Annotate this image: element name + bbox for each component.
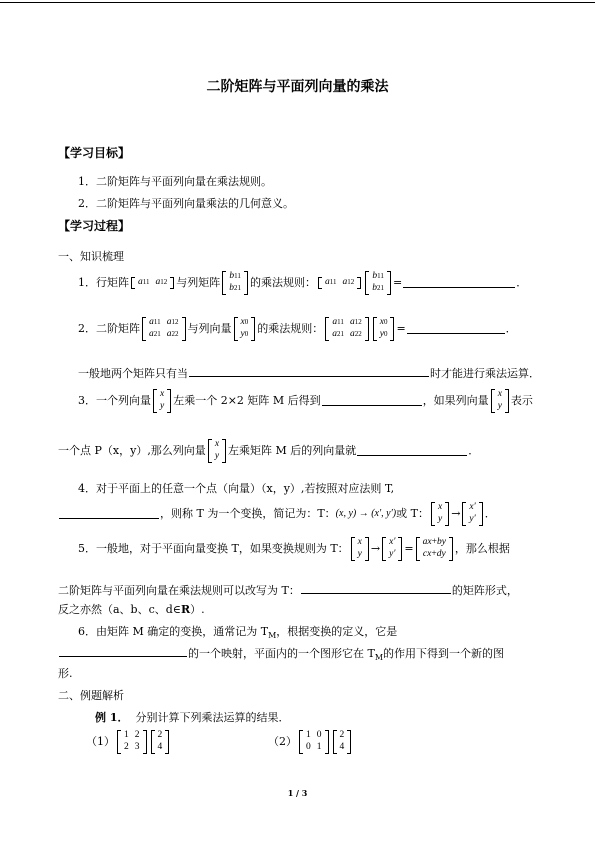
q1-text-c: 的乘法规则：: [250, 276, 316, 290]
answer-blank[interactable]: [322, 395, 422, 406]
column-matrix-b: b11 b21: [222, 271, 248, 295]
multiplication-condition-note: [78, 366, 540, 379]
q3-text-c: ，如果列向量: [422, 394, 489, 408]
linear-transform-vector: ax+by cx+dy: [416, 537, 453, 561]
q4-text-c: 或 T：: [396, 507, 429, 521]
q4-end: ．: [484, 507, 496, 521]
example-1-label: 例 1．: [95, 711, 129, 724]
second-order-matrix-repeat: a11 a12 a21 a22: [325, 317, 369, 341]
question-3: [78, 389, 533, 413]
note-text-b: 时才能进行乘法运算．: [430, 367, 540, 380]
column-matrix-b-repeat: b11 b21: [365, 271, 391, 295]
q1-end: ．: [516, 276, 528, 290]
question-1: 1．行矩阵 a11 a12 与列矩阵 b11 b21 的乘法规则： a11 a12 b11 b21 = ．: [78, 271, 528, 293]
q6-text-a2: ，根据变换的定义，它是: [276, 625, 398, 638]
page-number: 1 / 3: [287, 788, 308, 798]
q3-text-a: 3．一个列向量: [78, 394, 151, 408]
page-title: 二阶矩阵与平面列向量的乘法: [206, 79, 389, 95]
answer-blank[interactable]: [407, 323, 505, 334]
column-vector-x0y0-repeat: x0 y0: [373, 317, 395, 341]
q5-text-e-end: ）.: [190, 603, 205, 616]
column-vector-xy: x y: [208, 439, 226, 463]
answer-blank[interactable]: [59, 646, 187, 657]
question-6-end: 形.: [58, 667, 73, 680]
question-5: 5．一般地，对于平面向量变换 T，如果变换规则为 T： x y → x′ y′ = ax+by cx+dy ，那么根据: [78, 537, 510, 559]
q6-subscript-m: M: [268, 631, 277, 641]
sub-question-2-label: （2）: [268, 735, 297, 749]
q1-text-a: 1．行矩阵: [78, 276, 129, 290]
q1-text-b: 与列矩阵: [176, 276, 221, 290]
q6-text-b: 的一个映射，平面内的一个图形它在 T: [188, 647, 375, 660]
q3-text-d: 表示: [510, 394, 533, 408]
q6-text-b2: 的作用下得到一个新的图: [383, 647, 505, 660]
question-5-converse: [58, 604, 205, 615]
column-vector-2-4: 2 4: [151, 730, 170, 754]
q2-text-a: 2．二阶矩阵: [78, 322, 140, 336]
answer-blank[interactable]: [189, 366, 429, 377]
q3-text-f: 左乘矩阵 M 后的列向量就: [228, 444, 357, 458]
goal-item-1: 1．二阶矩阵与平面列向量在乘法规则。: [78, 175, 272, 188]
goal-item-2: 2．二阶矩阵与平面列向量乘法的几何意义。: [78, 197, 294, 210]
question-3-continued: [58, 439, 479, 463]
top-border-line: [0, 2, 595, 3]
answer-blank[interactable]: [59, 508, 159, 519]
q6-subscript-m: M: [374, 653, 384, 663]
q3-text-e: 一个点 P（x，y）,那么列向量: [58, 444, 206, 458]
row-matrix-a: a11 a12: [131, 277, 174, 289]
q2-text-c: 的乘法规则：: [257, 322, 324, 336]
answer-blank[interactable]: [403, 277, 515, 288]
real-number-set: R: [180, 603, 191, 616]
part2-heading: 二、例题解析: [58, 689, 124, 702]
second-order-matrix: a11 a12 a21 a22: [142, 317, 186, 341]
column-vector-xy: x y: [351, 537, 369, 561]
answer-blank[interactable]: [301, 583, 451, 594]
question-5-continued: [58, 583, 518, 596]
matrix-1-2-2-3: 1 2 2 3: [117, 730, 147, 754]
transform-mapping: (x, y) → (x′, y′): [335, 507, 397, 519]
column-vector-x-prime-y-prime: x′ y′: [382, 537, 402, 561]
question-6: [78, 626, 397, 640]
column-vector-xy: x y: [153, 389, 171, 413]
q2-text-b: 与列向量: [187, 322, 232, 336]
column-vector-xy: x y: [491, 389, 509, 413]
q5-text-d: 的矩阵形式，: [451, 584, 518, 597]
question-4: 4．对于平面上的任意一个点（向量）（x，y）,若按照对应法则 T,: [78, 482, 395, 495]
q5-text-b: ，那么根据: [454, 542, 510, 556]
q5-text-c: 二阶矩阵与平面列向量在乘法规则可以改写为 T：: [58, 584, 300, 597]
column-vector-x-prime-y-prime: x′ y′: [462, 502, 482, 526]
goals-heading: 【学习目标】: [58, 146, 131, 160]
note-text-a: 一般地两个矩阵只有当: [78, 367, 188, 380]
q6-text-a: 6．由矩阵 M 确定的变换，通常记为 T: [78, 625, 269, 638]
answer-blank[interactable]: [357, 445, 467, 456]
column-vector-xy: x y: [431, 502, 449, 526]
question-4-continued: ，则称 T 为一个变换，简记为：T： (x, y) → (x′, y′) 或 T： x y → x′ y′ ．: [58, 502, 496, 526]
row-matrix-a-repeat: a11 a12: [318, 277, 361, 289]
q5-text-a: 5．一般地，对于平面向量变换 T，如果变换规则为 T：: [78, 542, 349, 556]
column-vector-x0y0: x0 y0: [234, 317, 256, 341]
q4-text-b: ，则称 T 为一个变换，简记为：T：: [160, 507, 336, 521]
q3-end: ．: [468, 444, 480, 458]
question-6-continued: [58, 646, 504, 662]
example-1: [95, 712, 289, 723]
sub-question-1-label: （1）: [86, 735, 115, 749]
matrix-1-0-0-1: 1 0 0 1: [299, 730, 329, 754]
q5-text-e: 反之亦然（a、b、c、d∈: [58, 603, 181, 616]
example-1-text: 分别计算下列乘法运算的结果．: [135, 711, 290, 724]
q3-text-b: 左乘一个 2×2 矩阵 M 后得到: [173, 394, 321, 408]
part1-heading: 一、知识梳理: [58, 250, 124, 263]
question-2: 2．二阶矩阵 a11 a12 a21 a22 与列向量 x0 y0 的乘法规则： a11 a12 a21 a22 x0 y0 = ．: [78, 317, 517, 339]
q2-end: ．: [505, 322, 517, 336]
column-vector-2-4: 2 4: [333, 730, 352, 754]
process-heading: 【学习过程】: [58, 219, 131, 233]
example-1-part-1: [86, 730, 171, 754]
example-1-part-2: [268, 730, 353, 754]
